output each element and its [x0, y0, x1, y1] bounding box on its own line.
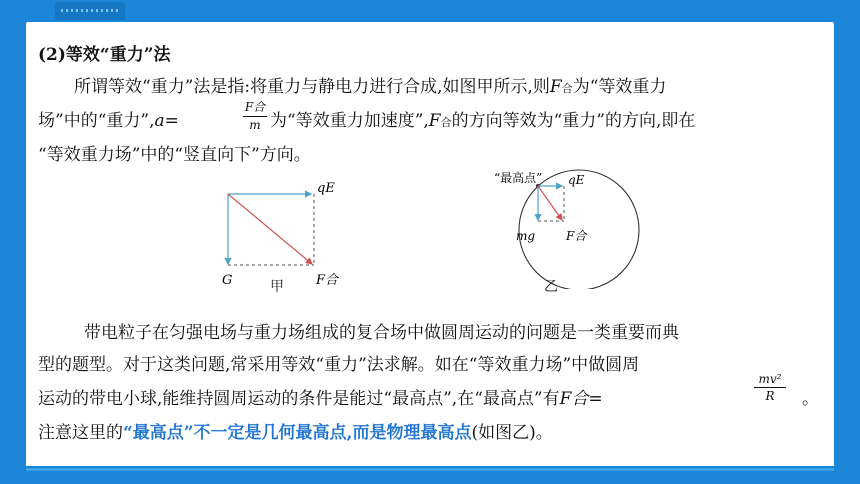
figure-jia [206, 172, 376, 297]
qe-label: qE [317, 181, 335, 196]
para2-line3: 运动的带电小球,能维持圆周运动的条件是能过“最高点”,在“最高点”有F合= [38, 389, 603, 409]
para1-line2: 场”中的“重力”,a= [38, 111, 179, 131]
para2-line2: 型的题型。对于这类问题,常采用等效“重力”法求解。如在“等效重力场”中做圆周 [38, 355, 640, 375]
yi-f-he-label: F合 [566, 229, 587, 243]
velocity-fraction: mv² R [754, 372, 786, 403]
bottom-frame-bar [0, 466, 860, 484]
para1-line2-cont: 为“等效重力加速度”,F合的方向等效为“重力”的方向,即在 [270, 111, 696, 131]
accel-fraction: F合 m [244, 100, 266, 132]
content-panel [26, 22, 834, 468]
para1-line3: “等效重力场”中的“竖直向下”方向。 [38, 145, 311, 165]
figure-yi-caption: 乙 [544, 279, 558, 295]
figure-yi [466, 164, 646, 289]
para2-line1: 带电粒子在匀强电场与重力场组成的复合场中做圆周运动的问题是一类重要而典 [84, 323, 679, 343]
resultant-arrow [228, 194, 312, 264]
top-frame-bar [0, 0, 860, 22]
mg-label: mg [516, 229, 536, 243]
para1-line1: 所谓等效“重力”法是指:将重力与静电力进行合成,如图甲所示,则F合为“等效重力 [74, 77, 667, 97]
highlight-text: “最高点”不一定是几何最高点,而是物理最高点 [123, 423, 472, 443]
section-heading: (2)等效“重力”法 [38, 45, 171, 65]
frame-tab-decoration [55, 2, 125, 20]
para2-line4: 注意这里的“最高点”不一定是几何最高点,而是物理最高点(如图乙)。 [38, 423, 553, 443]
para2-line3-end: 。 [802, 389, 819, 409]
highest-point-label: “最高点” [494, 171, 543, 185]
f-he-label: F合 [316, 273, 339, 288]
figure-jia-caption: 甲 [270, 279, 284, 295]
yi-qe-label: qE [568, 173, 585, 187]
g-label: G [222, 273, 233, 288]
